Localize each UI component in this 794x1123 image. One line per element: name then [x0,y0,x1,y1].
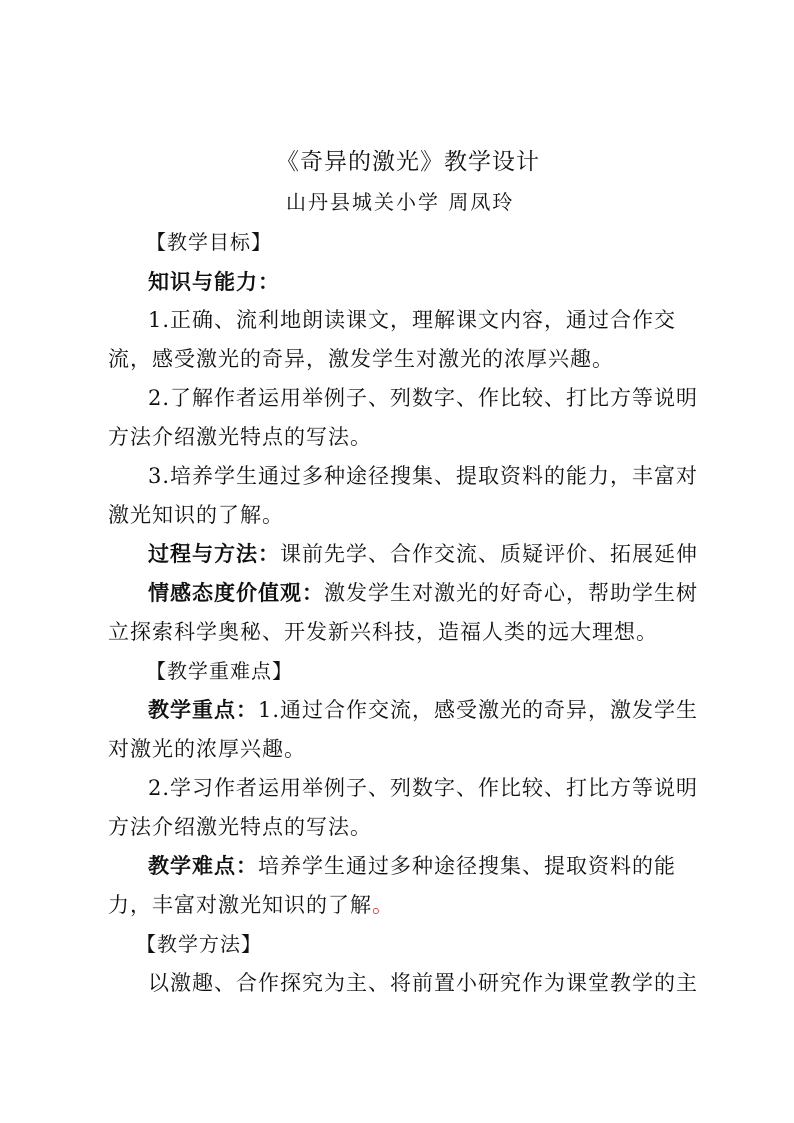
key-points-heading: 【教学重难点】 [146,659,293,683]
emotion-label: 情感态度价值观： [148,580,324,605]
difficulty-line-2 [108,891,394,919]
difficulty-end-mark: 。 [372,893,394,917]
goals-heading: 【教学目标】 [146,230,272,254]
emotion-line-1 [148,579,698,607]
goal-item-3-line-2: 激光知识的了解。 [108,503,284,527]
focus2-line-1: 2.学习作者运用举例子、列数字、作比较、打比方等说明 [148,776,699,800]
goal-item-1-line-1: 1.正确、流利地朗读课文，理解课文内容，通过合作交 [148,308,677,332]
knowledge-label: 知识与能力： [148,269,280,294]
goal-item-1-line-2: 流，感受激光的奇异，激发学生对激光的浓厚兴趣。 [108,347,614,371]
difficulty-label: 教学难点： [148,853,258,878]
emotion-line-2: 立探索科学奥秘、开发新兴科技，造福人类的远大理想。 [108,620,658,644]
document-title: 《奇异的激光》教学设计 [276,149,540,175]
process-label: 过程与方法： [148,541,280,566]
difficulty-line-1 [148,852,676,880]
focus-line-1 [148,696,698,724]
difficulty-text-1: 培养学生通过多种途径搜集、提取资料的能 [258,854,676,878]
process-text: 课前先学、合作交流、质疑评价、拓展延伸 [280,542,698,566]
focus-label: 教学重点： [148,697,258,722]
author-line: 山丹县城关小学 周凤玲 [286,190,515,214]
goal-item-3-line-1: 3.培养学生通过多种途径搜集、提取资料的能力，丰富对 [148,464,699,488]
difficulty-text-2: 力，丰富对激光知识的了解 [108,893,372,917]
methods-line-1: 以激趣、合作探究为主、将前置小研究作为课堂教学的主 [148,971,698,995]
focus2-line-2: 方法介绍激光特点的写法。 [108,815,372,839]
focus-text-1: 1.通过合作交流，感受激光的奇异，激发学生 [258,698,699,722]
methods-heading: 【教学方法】 [136,932,262,956]
goal-item-2-line-2: 方法介绍激光特点的写法。 [108,425,372,449]
emotion-text-1: 激发学生对激光的好奇心，帮助学生树 [324,581,698,605]
goal-item-2-line-1: 2.了解作者运用举例子、列数字、作比较、打比方等说明 [148,386,699,410]
focus-line-2: 对激光的浓厚兴趣。 [108,737,306,761]
process-line [148,540,698,568]
